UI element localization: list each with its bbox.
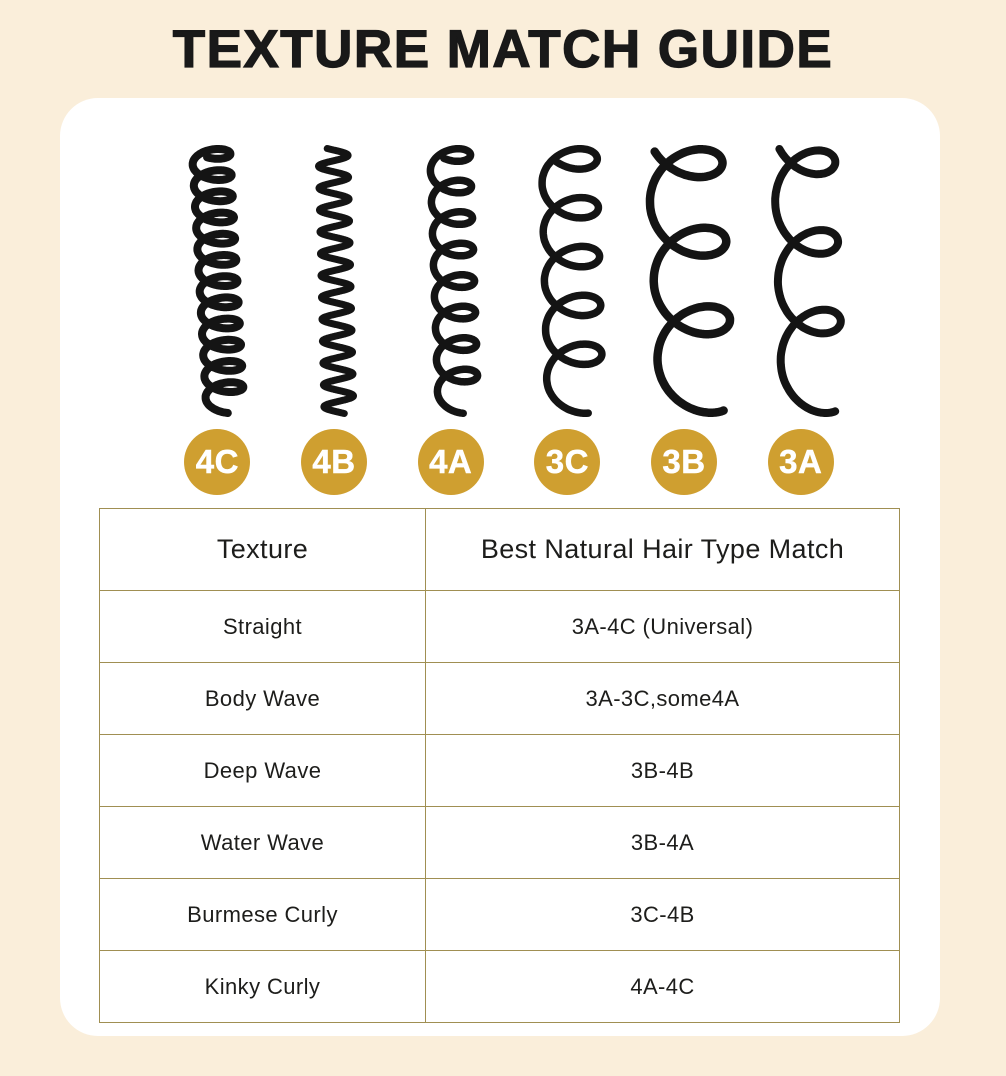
column-header: Best Natural Hair Type Match (426, 509, 900, 591)
match-cell: 3C-4B (426, 879, 900, 951)
content-card (60, 98, 940, 1036)
match-cell: 3B-4A (426, 807, 900, 879)
badge-label: 3C (545, 443, 589, 480)
table-header-row (100, 509, 900, 591)
badge-4b (301, 429, 367, 495)
badge-4c (184, 429, 250, 495)
badge-3a (768, 429, 834, 495)
match-cell: 3B-4B (426, 735, 900, 807)
badge-label: 4B (312, 443, 356, 480)
table-row (100, 879, 900, 951)
texture-cell: Water Wave (100, 807, 426, 879)
badge-3b (651, 429, 717, 495)
texture-match-table (99, 508, 900, 1023)
match-cell: 3A-3C,some4A (426, 663, 900, 735)
table-row (100, 663, 900, 735)
texture-cell: Body Wave (100, 663, 426, 735)
hair-type-badges (159, 429, 859, 495)
badge-4a (418, 429, 484, 495)
curl-3a-icon (749, 143, 867, 419)
texture-cell: Burmese Curly (100, 879, 426, 951)
texture-cell: Kinky Curly (100, 951, 426, 1023)
curl-4b-icon (277, 143, 395, 419)
badge-3c (534, 429, 600, 495)
texture-cell: Straight (100, 591, 426, 663)
curl-illustrations (159, 98, 859, 419)
curl-4a-icon (395, 143, 513, 419)
badge-label: 3B (662, 443, 706, 480)
table-row (100, 951, 900, 1023)
badge-label: 3A (779, 443, 823, 480)
badge-label: 4A (429, 443, 473, 480)
curl-3b-icon (631, 143, 749, 419)
table-row (100, 735, 900, 807)
curl-3c-icon (513, 143, 631, 419)
badge-label: 4C (195, 443, 239, 480)
table-row (100, 807, 900, 879)
curl-4c-icon (159, 143, 277, 419)
match-cell: 3A-4C (Universal) (426, 591, 900, 663)
page-title: TEXTURE MATCH GUIDE (172, 19, 834, 79)
column-header: Texture (100, 509, 426, 591)
match-cell: 4A-4C (426, 951, 900, 1023)
table-row (100, 591, 900, 663)
texture-cell: Deep Wave (100, 735, 426, 807)
